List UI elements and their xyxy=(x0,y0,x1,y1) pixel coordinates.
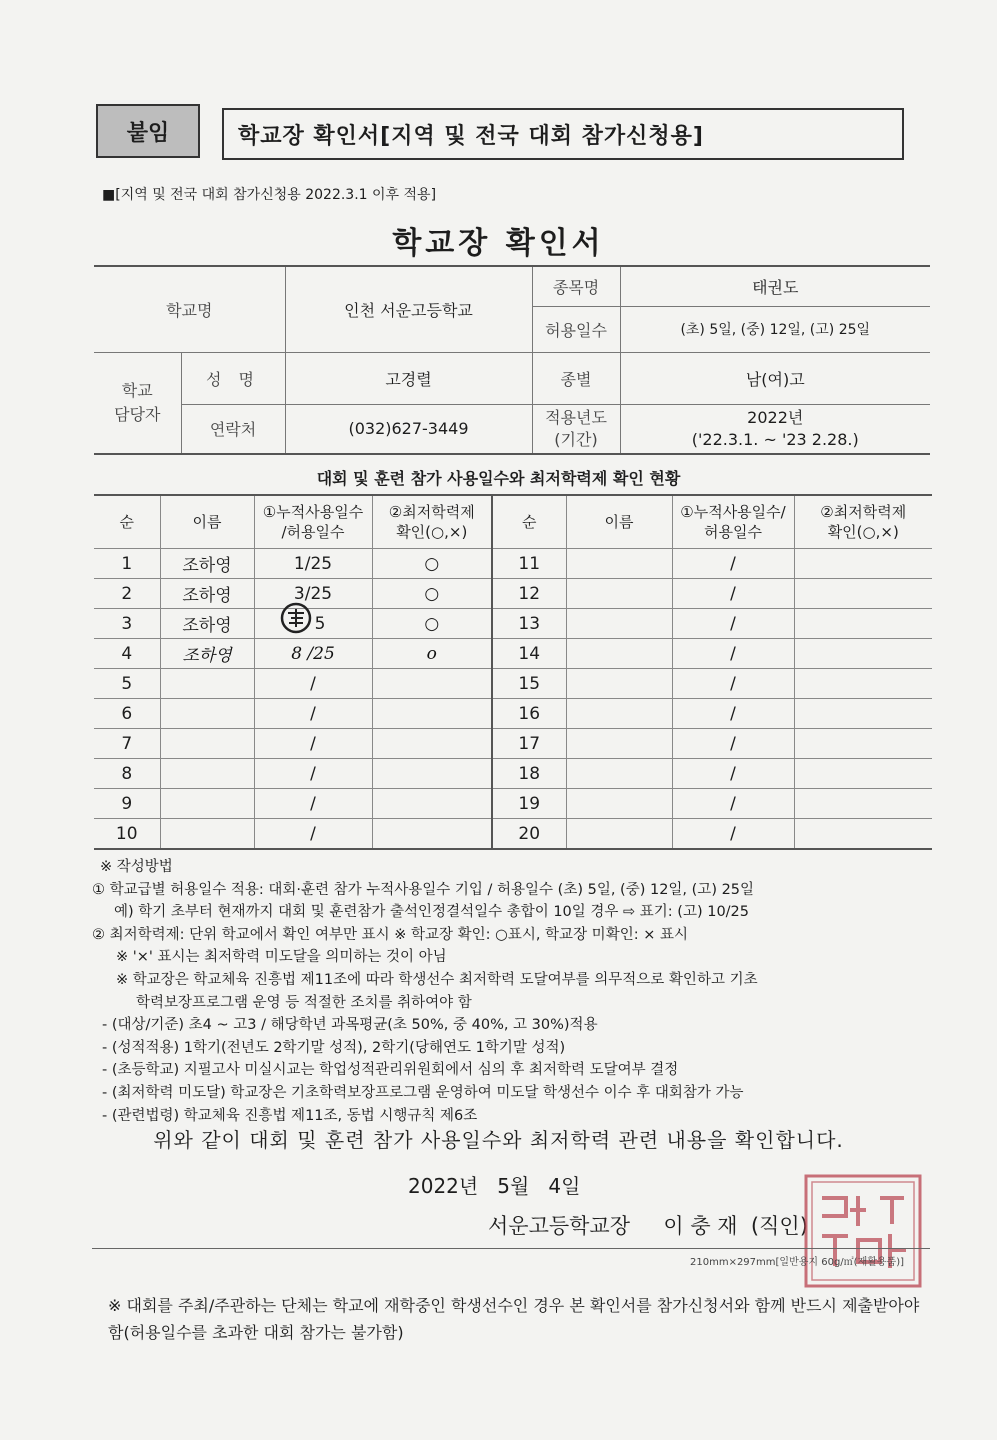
used-days: 1/25 xyxy=(254,549,372,579)
submission-note: ※ 대회를 주최/주관하는 단체는 학교에 재학중인 학생선수인 경우 본 확인서를 참가신청서와 함께 반드시 제출받아야 함(허용일수를 초과한 대회 참가는 불가함) xyxy=(108,1296,920,1342)
attachment-tag: 붙임 xyxy=(96,104,200,158)
instruction-line: ※ 학교장은 학교체육 진흥법 제11조에 따라 학생선수 최저학력 도달여부를 의무적으로 확인하고 기초 xyxy=(116,971,758,988)
row-number: 14 xyxy=(492,639,566,669)
used-days: / xyxy=(254,819,372,850)
row-number: 17 xyxy=(492,729,566,759)
student-name xyxy=(160,819,254,850)
used-days: / xyxy=(672,609,794,639)
row-number: 1 xyxy=(94,549,160,579)
academic-check xyxy=(372,729,492,759)
academic-check xyxy=(794,669,932,699)
used-days: 3/25 xyxy=(254,579,372,609)
instruction-line: 예) 학기 초부터 현재까지 대회 및 훈련참가 출석인정결석일수 총합이 10일 경우 ⇨ 표기: (고) 10/25 xyxy=(114,904,750,921)
col-header: 이름 xyxy=(160,495,254,549)
instruction-line: ※ 작성방법 xyxy=(100,859,173,875)
academic-check xyxy=(794,549,932,579)
instruction-line: ① 학교급별 허용일수 적용: 대회·훈련 참가 누적사용일수 기입 / 허용일수 (초) 5일, (중) 12일, (고) 25일 xyxy=(92,881,755,898)
school-value: 인천 서운고등학교 xyxy=(285,266,532,352)
academic-check xyxy=(372,699,492,729)
used-days: / xyxy=(672,699,794,729)
instruction-line: - (대상/기준) 초4 ~ 고3 / 해당학년 과목평균(초 50%, 중 40%, 고 30%)적용 xyxy=(102,1017,598,1034)
col-header: ①누적사용일수 /허용일수 xyxy=(254,495,372,549)
school-info-table xyxy=(94,265,930,455)
used-days: / xyxy=(254,699,372,729)
col-header: ①누적사용일수/ 허용일수 xyxy=(672,495,794,549)
period-value: ('22.3.1. ~ '23 2.28.) xyxy=(691,429,859,449)
paper-size-note: 210mm×297mm[일반용지 60g/㎡(재활용품)] xyxy=(690,1257,905,1268)
row-number: 8 xyxy=(94,759,160,789)
gender-label: 종별 xyxy=(532,352,620,404)
used-days: 8 /25 xyxy=(254,639,372,669)
contact-value: (032)627-3449 xyxy=(285,404,532,454)
student-name xyxy=(566,669,672,699)
student-name xyxy=(160,729,254,759)
table-row xyxy=(94,699,932,729)
academic-check: ○ xyxy=(372,609,492,639)
student-name xyxy=(566,609,672,639)
row-number: 2 xyxy=(94,579,160,609)
instruction-line: - (초등학교) 지필고사 미실시교는 학업성적관리위원회에서 심의 후 최저학력 도달여부 결정 xyxy=(102,1062,679,1079)
divider-line xyxy=(92,1248,930,1249)
contact-label: 연락처 xyxy=(181,404,285,454)
row-number: 12 xyxy=(492,579,566,609)
row-number: 13 xyxy=(492,609,566,639)
academic-check xyxy=(372,789,492,819)
table-row xyxy=(94,639,932,669)
col-header: 순 xyxy=(492,495,566,549)
student-name xyxy=(566,699,672,729)
used-days: / xyxy=(672,639,794,669)
used-days: / xyxy=(672,729,794,759)
instruction-line: ※ '×' 표시는 최저학력 미도달을 의미하는 것이 아님 xyxy=(116,949,447,966)
academic-check xyxy=(794,729,932,759)
used-days: / xyxy=(254,729,372,759)
teacher-label: 학교 담당자 xyxy=(94,352,181,454)
col-header: ②최저학력제 확인(○,×) xyxy=(794,495,932,549)
table-row xyxy=(94,549,932,579)
used-days: / xyxy=(672,669,794,699)
issue-date: 2022년 5월 4일 xyxy=(408,1174,581,1198)
academic-check: o xyxy=(372,639,492,669)
used-days: / xyxy=(672,549,794,579)
writing-instructions xyxy=(92,856,952,1127)
application-note: ■[지역 및 전국 대회 참가신청용 2022.3.1 이후 적용] xyxy=(102,187,437,203)
instruction-line: 학력보장프로그램 운영 등 적절한 조치를 취하여야 함 xyxy=(136,994,472,1011)
row-number: 10 xyxy=(94,819,160,850)
row-number: 3 xyxy=(94,609,160,639)
student-name: 조하영 xyxy=(160,639,254,669)
academic-check xyxy=(794,639,932,669)
document-title: 학교장 확인서 xyxy=(392,226,605,261)
student-name xyxy=(566,819,672,850)
student-name: 조하영 xyxy=(160,549,254,579)
school-label: 학교명 xyxy=(94,266,285,352)
row-number: 18 xyxy=(492,759,566,789)
year-label: 적용년도 (기간) xyxy=(532,404,620,454)
instruction-line: - (최저학력 미도달) 학교장은 기초학력보장프로그램 운영하여 미도달 학생선수 이수 후 대회참가 가능 xyxy=(102,1084,744,1101)
col-header: ②최저학력제 확인(○,×) xyxy=(372,495,492,549)
student-name xyxy=(160,759,254,789)
row-number: 9 xyxy=(94,789,160,819)
table-row xyxy=(94,579,932,609)
table-row xyxy=(94,759,932,789)
row-number: 5 xyxy=(94,669,160,699)
instruction-line: ② 최저학력제: 단위 학교에서 확인 여부만 표시 ※ 학교장 확인: ○표시, 학교장 미확인: × 표시 xyxy=(92,926,688,943)
row-number: 6 xyxy=(94,699,160,729)
student-name xyxy=(566,639,672,669)
used-days: / xyxy=(254,759,372,789)
table-row xyxy=(94,669,932,699)
student-name xyxy=(566,549,672,579)
academic-check: ○ xyxy=(372,579,492,609)
instruction-line: - (성적적용) 1학기(전년도 2학기말 성적), 2학기(당해연도 1학기말 성적) xyxy=(102,1039,566,1056)
row-number: 7 xyxy=(94,729,160,759)
used-days: / xyxy=(672,819,794,850)
student-name xyxy=(566,789,672,819)
section-title: 대회 및 훈련 참가 사용일수와 최저학력제 확인 현황 xyxy=(316,469,681,488)
academic-check xyxy=(794,819,932,850)
row-number: 20 xyxy=(492,819,566,850)
academic-check xyxy=(794,609,932,639)
student-name xyxy=(160,699,254,729)
used-days: / xyxy=(672,789,794,819)
student-name: 조하영 xyxy=(160,609,254,639)
row-number: 11 xyxy=(492,549,566,579)
header-title: 학교장 확인서[지역 및 전국 대회 참가신청용] xyxy=(222,108,904,160)
table-row xyxy=(94,789,932,819)
row-number: 16 xyxy=(492,699,566,729)
used-days: / xyxy=(254,669,372,699)
used-days: 5 xyxy=(254,609,372,639)
student-name xyxy=(160,669,254,699)
row-number: 4 xyxy=(94,639,160,669)
student-name xyxy=(160,789,254,819)
sport-value: 태권도 xyxy=(620,266,930,306)
name-label: 성 명 xyxy=(181,352,285,404)
student-name xyxy=(566,759,672,789)
academic-check xyxy=(372,759,492,789)
student-name xyxy=(566,729,672,759)
used-days: / xyxy=(254,789,372,819)
academic-check: ○ xyxy=(372,549,492,579)
student-name xyxy=(566,579,672,609)
academic-check xyxy=(794,699,932,729)
table-row xyxy=(94,609,932,639)
principal-signature: 서운고등학교장 이 충 재 (직인) xyxy=(488,1214,808,1238)
student-name: 조하영 xyxy=(160,579,254,609)
instruction-line: - (관련법령) 학교체육 진흥법 제11조, 동법 시행규칙 제6조 xyxy=(102,1107,478,1124)
academic-check xyxy=(794,789,932,819)
table-row xyxy=(94,819,932,850)
academic-check xyxy=(372,669,492,699)
academic-check xyxy=(794,579,932,609)
used-days: / xyxy=(672,759,794,789)
official-seal-stamp xyxy=(800,1170,926,1292)
academic-check xyxy=(372,819,492,850)
table-row xyxy=(94,729,932,759)
academic-check xyxy=(794,759,932,789)
days-value: (초) 5일, (중) 12일, (고) 25일 xyxy=(620,306,930,352)
used-days: / xyxy=(672,579,794,609)
col-header: 이름 xyxy=(566,495,672,549)
name-value: 고경렬 xyxy=(285,352,532,404)
col-header: 순 xyxy=(94,495,160,549)
sport-label: 종목명 xyxy=(532,266,620,306)
usage-table xyxy=(94,494,932,850)
days-label: 허용일수 xyxy=(532,306,620,352)
confirmation-statement: 위와 같이 대회 및 훈련 참가 사용일수와 최저학력 관련 내용을 확인합니다. xyxy=(153,1128,844,1152)
row-number: 19 xyxy=(492,789,566,819)
teacher-stamp-mark xyxy=(279,601,313,635)
gender-value: 남(여)고 xyxy=(620,352,930,404)
year-value: 2022년 xyxy=(747,407,804,427)
year-cell xyxy=(620,404,930,454)
row-number: 15 xyxy=(492,669,566,699)
